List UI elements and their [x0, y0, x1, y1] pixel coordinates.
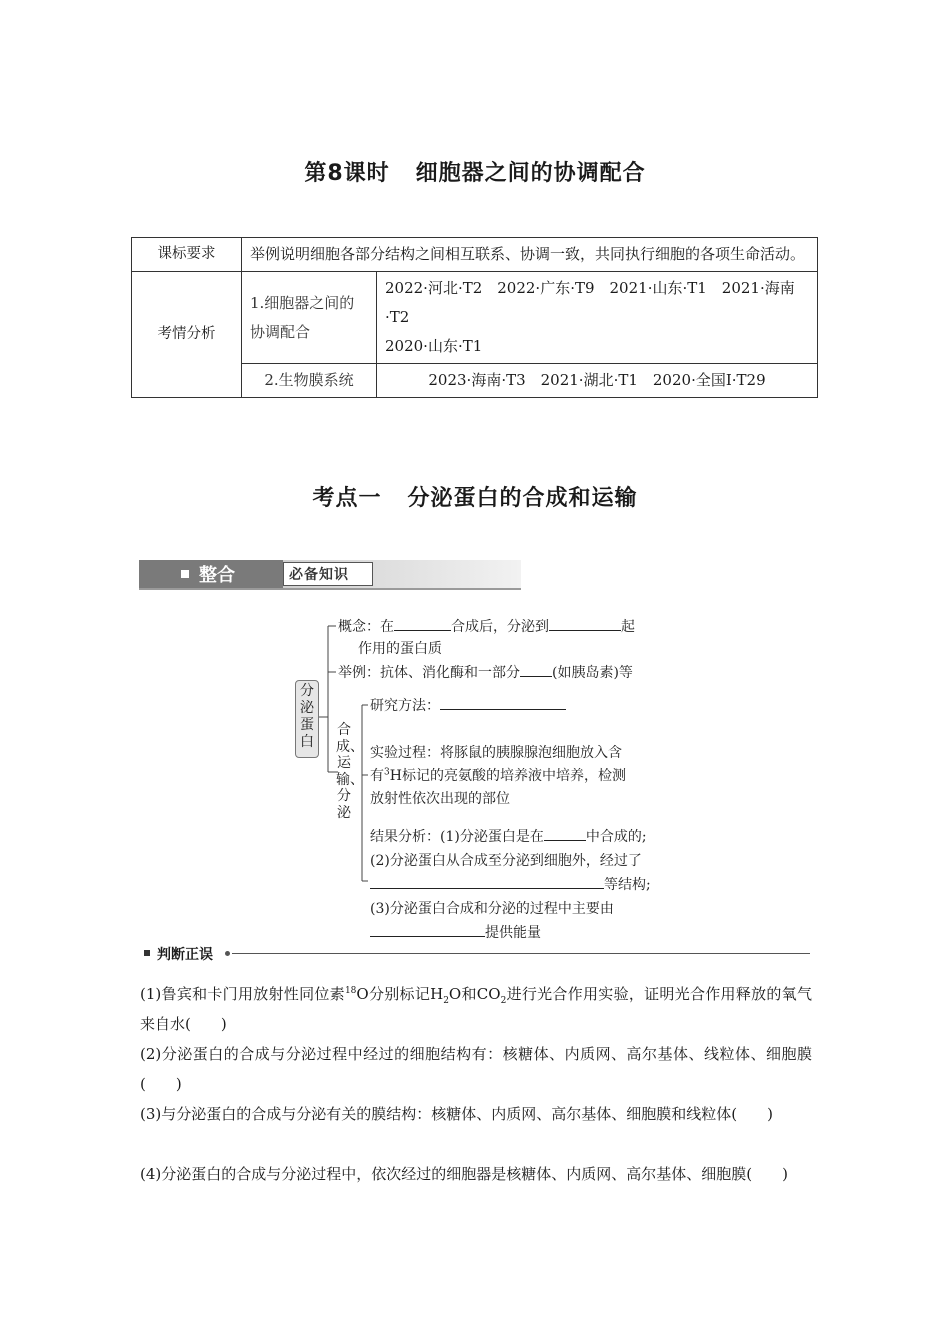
standard-text: 举例说明细胞各部分结构之间相互联系、协调一致，共同执行细胞的各项生命活动。 — [242, 238, 818, 272]
q1-sub-1: 2 — [443, 996, 449, 1006]
result-text-4: (3)分泌蛋白合成和分泌的过程中主要由 — [370, 900, 614, 917]
result-text-1b: 中合成的; — [585, 829, 647, 845]
banner-tag-label: 必备知识 — [289, 567, 349, 583]
section-name: 分泌蛋白的合成和运输 — [407, 486, 638, 511]
analysis-sub2-exams: 2023·海南·T3 2021·湖北·T1 2020·全国Ⅰ·T29 — [377, 364, 818, 398]
section-number: 考点一 — [312, 486, 382, 511]
example-text-1: 举例：抗体、消化酶和一部分 — [338, 665, 520, 681]
experiment-text-1: 实验过程：将豚鼠的胰腺腺泡细胞放入含 — [370, 745, 622, 761]
experiment-text-3: 放射性依次出现的部位 — [370, 791, 510, 807]
concept-text-3: 起 — [621, 619, 635, 635]
concept-node — [338, 615, 658, 660]
judge-label: 判断正误 — [157, 947, 213, 963]
experiment-node — [370, 742, 660, 811]
analysis-sub1: 1.细胞器之间的协调配合 — [242, 272, 377, 364]
result-text-2: (2)分泌蛋白从合成至分泌到细胞外，经过了 — [370, 852, 642, 869]
blank-line — [544, 825, 586, 841]
process-label: 合成、运输、分泌 — [336, 722, 364, 821]
concept-text-4: 作用的蛋白质 — [358, 641, 442, 657]
q1-text-b: O分别标记H — [356, 985, 444, 1003]
blank-line — [440, 694, 566, 710]
mindmap-root: 分泌蛋白 — [295, 680, 319, 758]
superscript-3: 3 — [384, 767, 390, 778]
q1-sup: 18 — [344, 986, 357, 996]
blank-line — [549, 615, 621, 631]
table-head-analysis: 考情分析 — [132, 272, 242, 398]
analysis-sub2: 2.生物膜系统 — [242, 364, 377, 398]
lesson-name: 细胞器之间的协调配合 — [415, 161, 646, 186]
concept-text-1: 概念：在 — [338, 619, 394, 635]
lesson-number: 第8课时 — [304, 161, 390, 186]
experiment-text-2a: 有 — [370, 768, 384, 784]
judge-question-2: (2)分泌蛋白的合成与分泌过程中经过的细胞结构有：核糖体、内质网、高尔基体、线粒体、细胞膜( ) — [140, 1045, 812, 1093]
q1-text-d: 进行光合作用实验，证明光合作用释放的氧气来自水( ) — [140, 985, 812, 1033]
q1-text-c: O和CO — [448, 985, 501, 1003]
blank-line — [370, 921, 485, 937]
judge-header — [140, 944, 810, 964]
method-node — [370, 694, 660, 717]
concept-text-2: 合成后，分泌到 — [451, 619, 549, 635]
blank-line — [520, 661, 552, 677]
square-bullet-icon — [144, 950, 150, 956]
table-head-standard: 课标要求 — [132, 238, 242, 272]
result-node — [370, 825, 670, 946]
experiment-text-2b: H标记的亮氨酸的培养液中培养，检测 — [389, 768, 626, 784]
judge-question-1 — [140, 979, 812, 1039]
exam-line: ·T2 — [385, 308, 410, 326]
result-text-1a: 结果分析：(1)分泌蛋白是在 — [370, 829, 544, 845]
judge-question-4: (4)分泌蛋白的合成与分泌过程中，依次经过的细胞器是核糖体、内质网、高尔基体、细胞膜( ) — [140, 1165, 788, 1183]
example-node — [338, 661, 658, 684]
result-text-3: 等结构; — [604, 877, 651, 893]
exam-line: 2022·河北·T2 2022·广东·T9 2021·山东·T1 2021·海南 — [385, 279, 795, 297]
blank-line — [394, 615, 451, 631]
blank-line — [370, 873, 604, 889]
q1-text-a: (1)鲁宾和卡门用放射性同位素 — [140, 985, 345, 1003]
result-text-5: 提供能量 — [485, 925, 541, 941]
dot-icon — [225, 951, 230, 956]
example-text-2: (如胰岛素)等 — [552, 665, 633, 681]
method-text: 研究方法： — [370, 698, 440, 714]
q1-sub-2: 2 — [500, 996, 507, 1006]
banner-main-label: 整合 — [199, 565, 235, 586]
header-rule — [232, 953, 810, 954]
exam-line: 2020·山东·T1 — [385, 337, 483, 355]
judge-question-3: (3)与分泌蛋白的合成与分泌有关的膜结构：核糖体、内质网、高尔基体、细胞膜和线粒体( ) — [140, 1105, 773, 1123]
